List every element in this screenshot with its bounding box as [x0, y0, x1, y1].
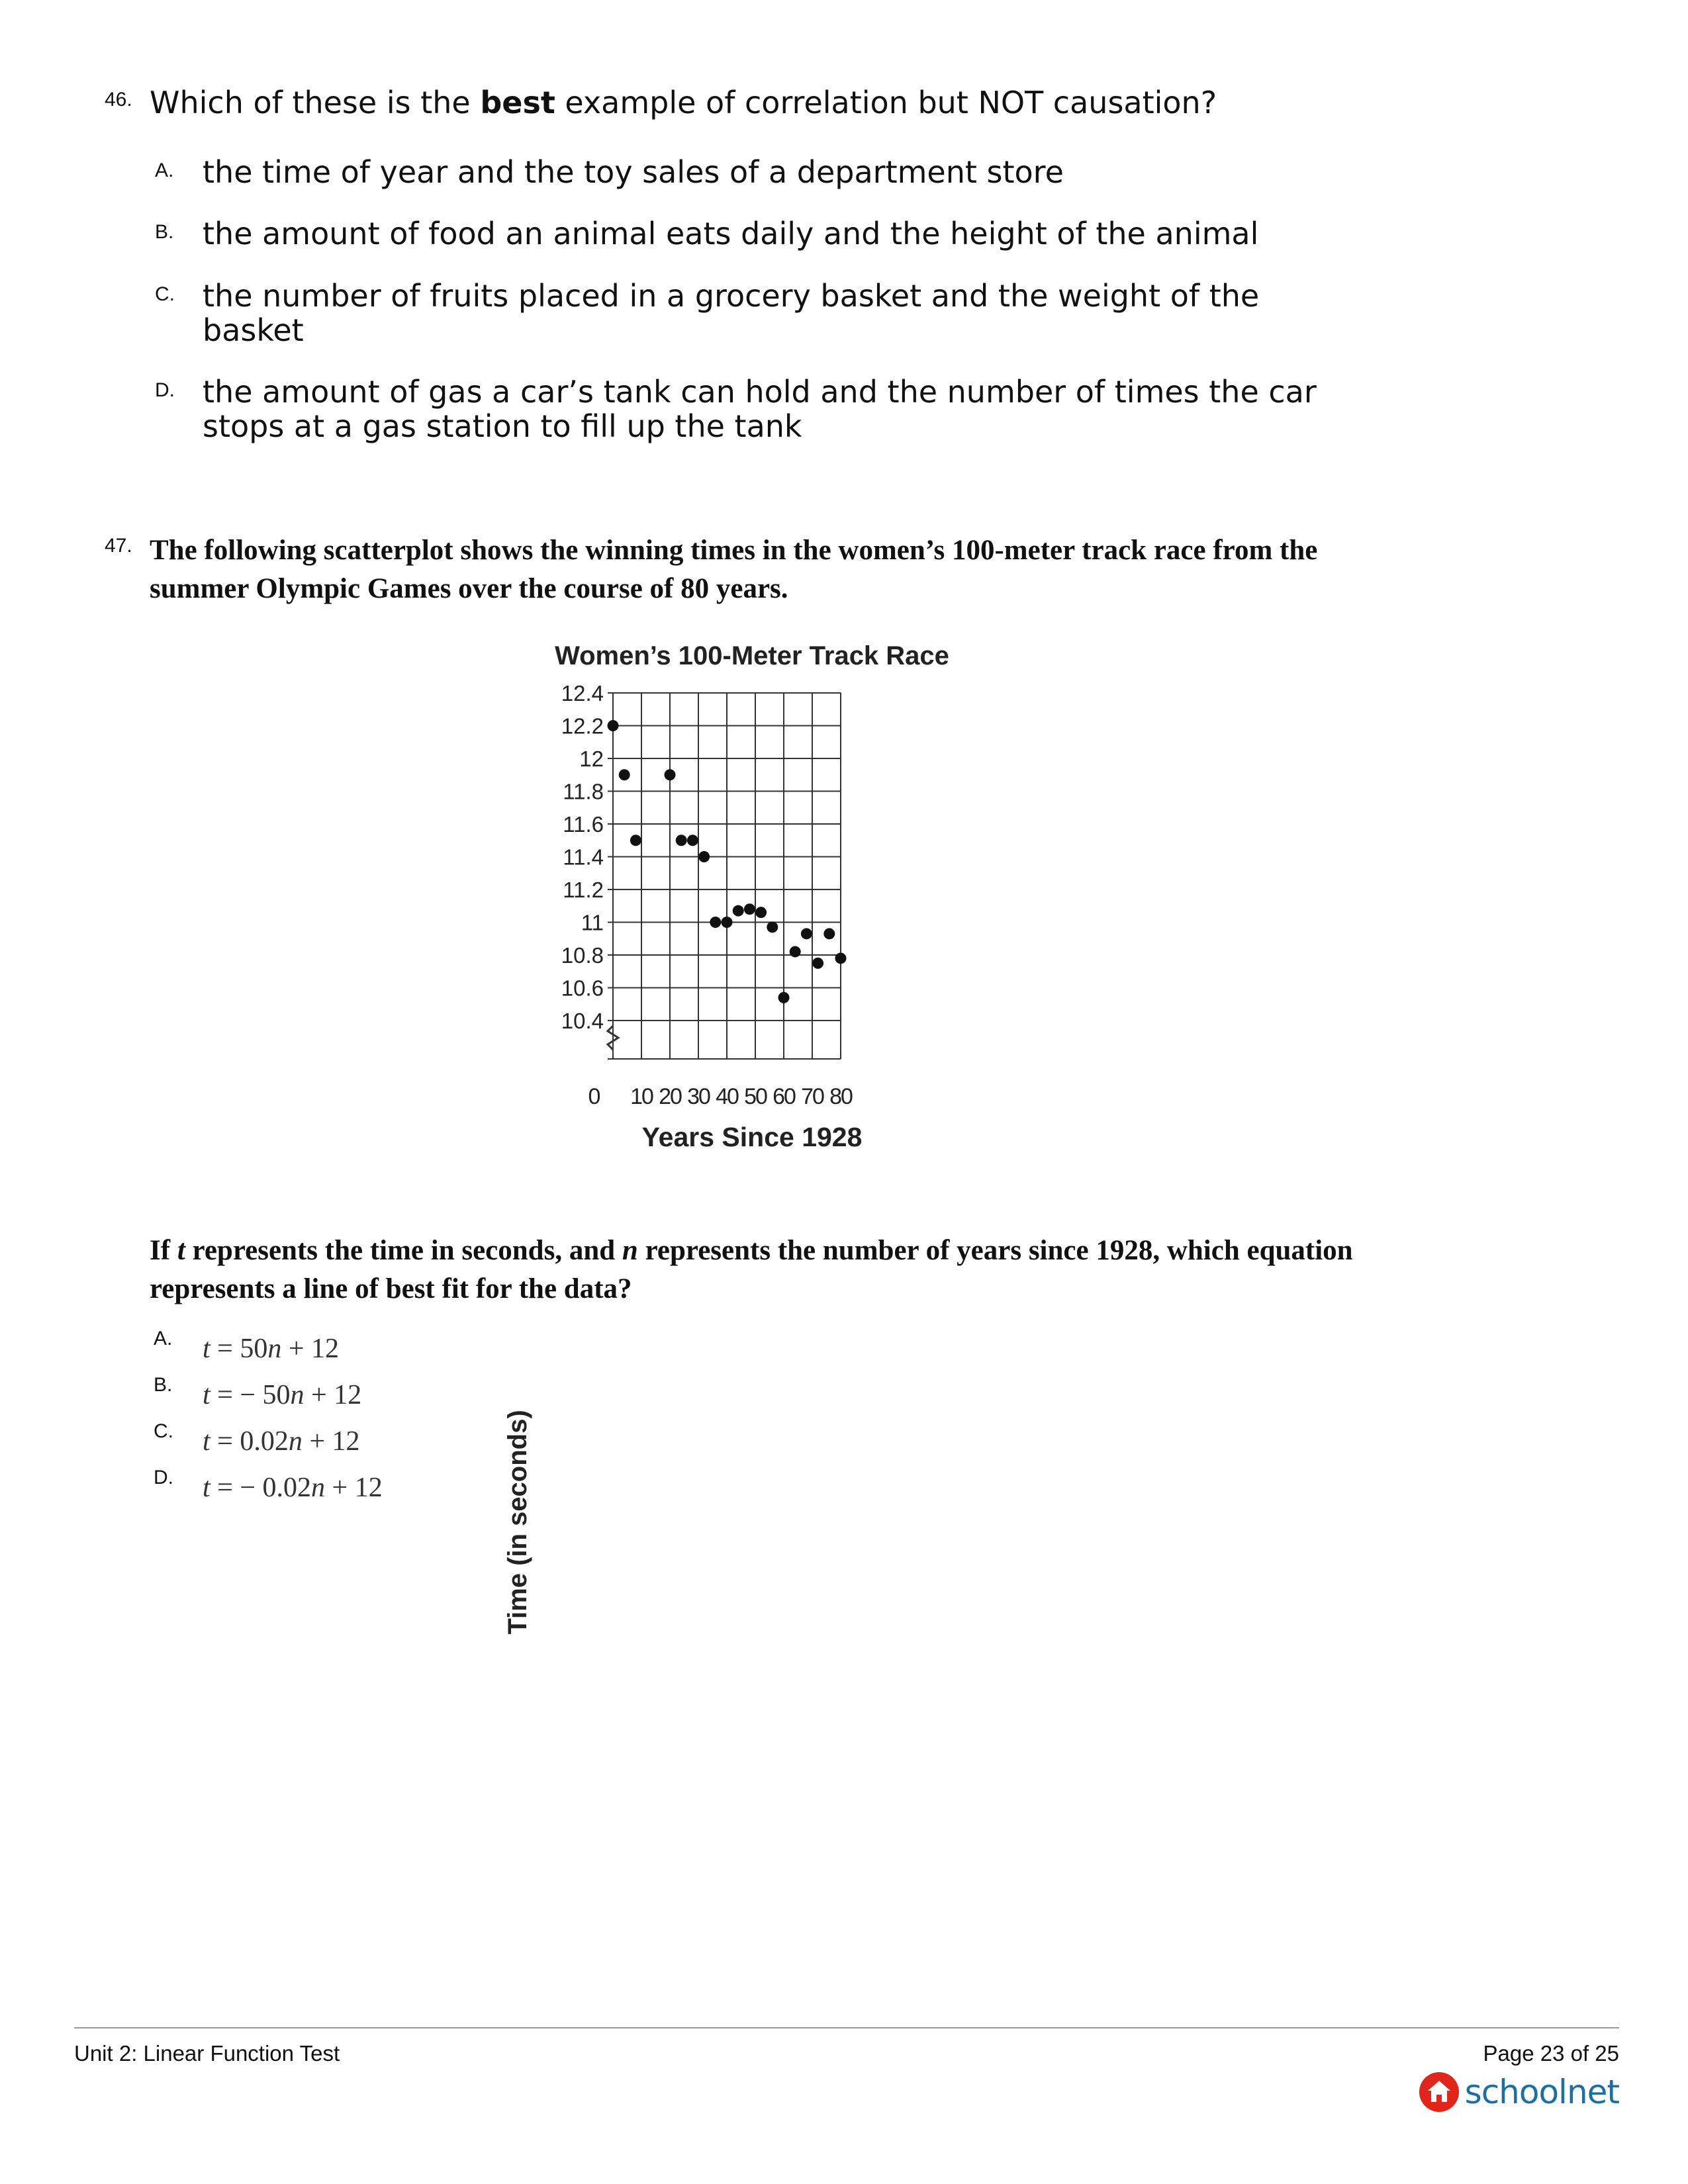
option-d[interactable]: the amount of gas a car’s tank can hold and the number of times the car stops at a gas station to fill up the tank	[203, 374, 1317, 444]
prompt-emphasis: best	[480, 85, 555, 120]
x-tick-label: 80	[829, 1084, 852, 1109]
x-tick-label: 20	[659, 1084, 681, 1109]
prompt-part: example of correlation but NOT causation?	[555, 85, 1217, 120]
eq-rest: + 12	[302, 1426, 360, 1457]
data-point	[630, 835, 641, 846]
option-letter-c: C.	[155, 283, 175, 305]
data-point	[733, 905, 744, 917]
eq-lhs: t	[203, 1380, 211, 1410]
data-point	[722, 917, 733, 928]
eq-var: n	[288, 1426, 303, 1457]
scatterplot-chart	[490, 635, 949, 1635]
eq-var: n	[290, 1380, 305, 1410]
footer-page-number: Page 23 of 25	[1483, 2041, 1619, 2066]
y-tick-label: 10.4	[561, 1009, 604, 1033]
x-tick-label: 70	[801, 1084, 823, 1109]
eq-coef: = 50	[210, 1334, 268, 1364]
eq-rest: + 12	[325, 1473, 383, 1503]
chart-grid	[608, 693, 841, 1059]
eq-rest: + 12	[281, 1334, 340, 1364]
chart-title: Women’s 100-Meter Track Race	[555, 641, 949, 670]
eq-lhs: t	[203, 1426, 211, 1457]
option-letter-d: D.	[155, 379, 175, 401]
eq-coef: = − 0.02	[210, 1473, 312, 1503]
footer-test-title: Unit 2: Linear Function Test	[74, 2041, 340, 2066]
y-tick-label: 10.8	[561, 943, 604, 968]
equation-option-d[interactable]	[203, 1472, 383, 1504]
x-axis-label: Years Since 1928	[641, 1122, 863, 1152]
option-letter-b: B.	[155, 221, 174, 243]
data-point	[778, 992, 790, 1003]
data-point	[665, 769, 676, 780]
question-46-prompt	[150, 85, 1217, 120]
question-part: represents the number of years since 1928, which equation represents a line of best fit for the data?	[150, 1235, 1353, 1304]
data-point	[744, 903, 755, 915]
y-tick-label: 11.2	[563, 878, 604, 902]
data-point	[710, 917, 721, 928]
question-47-prompt	[150, 1232, 1368, 1308]
option-a[interactable]: the time of year and the toy sales of a department store	[203, 154, 1064, 190]
x-axis-ticks	[630, 1084, 853, 1109]
x-tick-label: 60	[773, 1084, 795, 1109]
y-tick-label: 11.4	[563, 844, 604, 870]
data-point	[823, 928, 835, 939]
option-letter-b: B.	[154, 1374, 173, 1396]
data-point	[687, 835, 698, 846]
variable-n: n	[622, 1235, 638, 1266]
data-point	[790, 946, 801, 958]
eq-var: n	[311, 1473, 326, 1503]
data-point	[608, 720, 619, 731]
x-origin-label: 0	[588, 1084, 601, 1109]
x-tick-label: 30	[687, 1084, 710, 1109]
eq-lhs: t	[203, 1473, 211, 1503]
eq-lhs: t	[203, 1334, 211, 1364]
x-tick-label: 10	[630, 1084, 653, 1109]
footer-divider	[74, 2027, 1619, 2028]
y-axis-label: Time (in seconds)	[503, 1410, 532, 1635]
y-tick-label: 11.6	[563, 812, 604, 837]
question-number-47: 47.	[105, 535, 132, 557]
option-letter-a: A.	[155, 159, 174, 181]
option-letter-d: D.	[154, 1467, 173, 1488]
data-point	[676, 835, 687, 846]
logo-text: schoolnet	[1464, 2073, 1619, 2111]
question-part: represents the time in seconds, and	[185, 1235, 622, 1266]
schoolnet-logo	[1419, 2071, 1619, 2113]
data-point	[835, 952, 847, 964]
y-tick-label: 11	[581, 910, 604, 935]
data-point	[755, 907, 767, 918]
data-point	[619, 769, 630, 780]
equation-option-c[interactable]	[203, 1426, 360, 1457]
equation-option-b[interactable]	[203, 1379, 361, 1411]
question-47-intro: The following scatterplot shows the winning times in the women’s 100-meter track race from the summer Olympic Games over the course of 80 years.	[150, 535, 1318, 604]
eq-rest: + 12	[304, 1380, 362, 1410]
option-letter-a: A.	[154, 1328, 173, 1349]
prompt-part: Which of these is the	[150, 85, 481, 120]
data-point	[767, 921, 778, 933]
y-tick-label: 12.4	[561, 681, 604, 705]
house-icon	[1419, 2071, 1460, 2113]
y-tick-label: 10.6	[561, 976, 604, 1001]
y-tick-label: 12	[579, 747, 604, 771]
x-tick-label: 50	[744, 1084, 767, 1109]
option-letter-c: C.	[154, 1420, 173, 1442]
eq-var: n	[267, 1334, 282, 1364]
y-tick-label: 12.2	[561, 713, 604, 739]
eq-coef: = 0.02	[210, 1426, 289, 1457]
option-b[interactable]: the amount of food an animal eats daily and the height of the animal	[203, 216, 1259, 251]
variable-t: t	[177, 1235, 185, 1266]
data-point	[698, 851, 710, 862]
question-part: If	[150, 1235, 177, 1266]
option-c[interactable]: the number of fruits placed in a grocery basket and the weight of the basket	[203, 278, 1260, 348]
y-axis-ticks	[561, 681, 604, 1033]
x-tick-label: 40	[716, 1084, 738, 1109]
equation-option-a[interactable]	[203, 1333, 339, 1365]
data-point	[812, 958, 823, 969]
question-number-46: 46.	[105, 89, 132, 111]
data-point	[801, 928, 812, 939]
eq-coef: = − 50	[210, 1380, 291, 1410]
y-tick-label: 11.8	[563, 779, 604, 804]
